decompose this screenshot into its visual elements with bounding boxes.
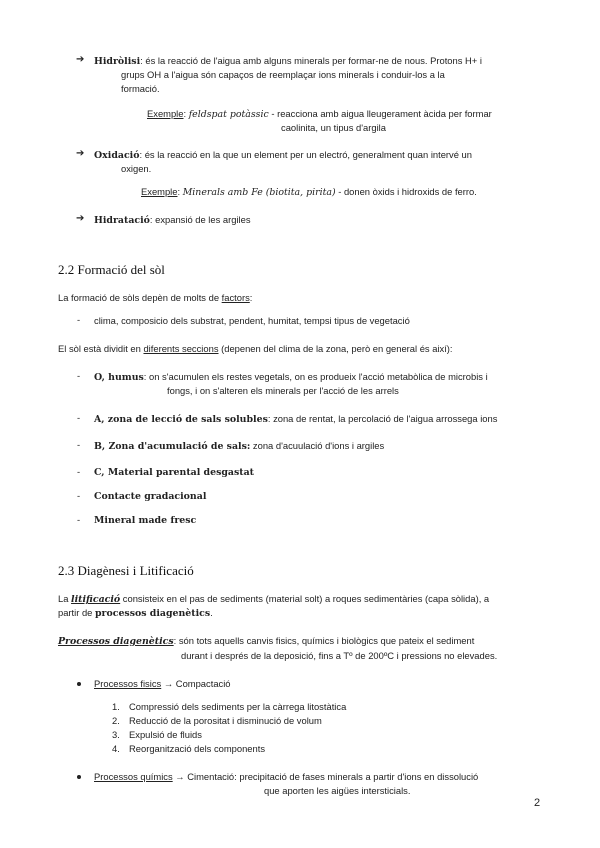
hidrolisi-line-1 — [94, 54, 482, 69]
horizon-o-term: O, humus — [94, 372, 144, 383]
factors-link: factors — [221, 292, 250, 303]
arrow-right-icon: ➔ — [76, 148, 85, 159]
horizon-o — [94, 370, 488, 385]
horizon-c: C, Material parental desgastat — [94, 467, 254, 478]
bullet-icon — [77, 682, 81, 686]
dash-icon: - — [77, 314, 81, 325]
page-number: 2 — [534, 797, 541, 809]
fisics-list-item-text: Compressió dels sediments per la càrrega litostàtica — [129, 701, 347, 712]
intro-text: La formació de sòls depèn de molts de — [58, 292, 222, 303]
processos-diagenetics-heading: Processos diagenètics — [58, 636, 174, 647]
processos-diagenetics-line-1 — [58, 634, 474, 649]
oxidacio-term: Oxidació — [94, 150, 140, 161]
factors-item: clima, composicio dels substrat, pendent, humitat, tempsi tipus de vegetació — [94, 315, 410, 326]
intro-text: La — [58, 593, 72, 604]
processos-quimics-line-2: que aporten les aigües intersticials. — [264, 785, 411, 796]
fisics-list-item: 4. — [112, 743, 120, 754]
hidrolisi-example: Exemple: feldspat potàssic - reacciona amb aigua lleugerament àcida per formar — [147, 108, 492, 120]
hidrolisi-line-2: grups OH a l'aigua són capaços de reemplaçar ions minerals i conduir-los a la — [121, 69, 445, 80]
litificacio-term: litificació — [71, 594, 121, 605]
sections-link: diferents seccions — [143, 343, 219, 354]
intro-text-cont: consisteix en el pas de sediments (material solt) a roques sedimentàries (capa sòlida), a — [120, 593, 490, 604]
hidratacio-line — [94, 213, 251, 228]
fisics-list-item-text: Reorganització dels components — [129, 743, 266, 754]
processos-fisics-text: → Compactació — [161, 678, 231, 689]
example-term: Minerals amb Fe (biotita, pirita) — [182, 187, 336, 198]
fresh-mineral: Mineral made fresc — [94, 515, 197, 526]
section-2-2-title: 2.2 Formació del sòl — [58, 262, 165, 277]
fisics-list-item: 2. — [112, 715, 120, 726]
horizon-b — [94, 439, 384, 454]
fisics-list-item-text: Reducció de la porositat i disminució de volum — [129, 715, 322, 726]
processos-diagenetics-term: processos diagenètics — [95, 608, 211, 619]
horizon-a-term: A, zona de lecció de sals solubles — [94, 414, 268, 425]
section-2-3-title: 2.3 Diagènesi i Litificació — [58, 563, 194, 578]
example-text: - reacciona amb aigua lleugerament àcida per formar — [268, 108, 492, 119]
intro-text-end: . — [210, 607, 213, 618]
hidratacio-term: Hidratació — [94, 215, 150, 226]
dash-icon: - — [77, 412, 81, 423]
oxidacio-example: Exemple: Minerals amb Fe (biotita, pirita) - donen òxids i hidroxids de ferro. — [141, 186, 477, 198]
dash-icon: - — [77, 466, 81, 477]
horizon-o-line-2: fongs, i on s'alteren els minerals per l'acció de les arrels — [167, 385, 399, 396]
dash-icon: - — [77, 514, 81, 525]
processos-diagenetics-line-2: durant i després de la deposició, fins a Tº de 200ºC i pressions no elevades. — [181, 650, 498, 661]
oxidacio-text-1: : és la reacció en la que un element per un electró, generalment quan intervé un — [139, 149, 472, 160]
horizon-a-text: : zona de rentat, la percolació de l'aigua arrossega ions — [267, 413, 498, 424]
fisics-list-item: 1. — [112, 701, 120, 712]
processos-fisics — [94, 677, 231, 691]
fisics-list-item-text: Expulsió de fluids — [129, 729, 202, 740]
horizon-a — [94, 412, 497, 427]
intro-text-end: : — [249, 292, 253, 303]
example-label: Exemple — [141, 186, 178, 197]
section-2-3-intro-line-2 — [58, 606, 213, 621]
processos-quimics-link: Processos químics — [94, 771, 173, 782]
dash-icon: - — [77, 490, 81, 501]
processos-quimics — [94, 770, 478, 784]
hidratacio-text: : expansió de les argiles — [149, 214, 251, 225]
hidrolisi-line-3: formació. — [121, 83, 160, 94]
arrow-right-icon: ➔ — [76, 213, 85, 224]
oxidacio-line-1 — [94, 148, 472, 163]
example-text: - donen òxids i hidroxids de ferro. — [335, 186, 477, 197]
horizon-o-text: : on s'acumulen els restes vegetals, on es produeix l'acció metabòlica de microbis i — [143, 371, 488, 382]
dash-icon: - — [77, 439, 81, 450]
divided-text: El sòl està dividit en — [58, 343, 144, 354]
bullet-icon — [77, 775, 81, 779]
hidrolisi-text-1: : és la reacció de l'aigua amb alguns minerals per formar-ne de nous. Protons H+ i — [140, 55, 482, 66]
hidrolisi-term: Hidròlisi — [94, 56, 141, 67]
example-term: feldspat potàssic — [188, 109, 269, 120]
example-label: Exemple — [147, 108, 184, 119]
section-2-2-intro — [58, 291, 252, 305]
section-2-2-divided — [58, 342, 453, 356]
processos-fisics-link: Processos fisics — [94, 678, 162, 689]
processos-text: : són tots aquells canvis fisics, químics i biològics que pateix el sediment — [173, 635, 475, 646]
intro-text-2: partir de — [58, 607, 95, 618]
fisics-list-item: 3. — [112, 729, 120, 740]
horizon-b-text: zona d'acuulació d'ions i argiles — [250, 440, 385, 451]
oxidacio-line-2: oxigen. — [121, 163, 152, 174]
dash-icon: - — [77, 370, 81, 381]
arrow-right-icon: ➔ — [76, 54, 85, 65]
divided-text-end: (depenen del clima de la zona, però en general és així): — [218, 343, 453, 354]
hidrolisi-example-line-2: caolinita, un tipus d'argila — [281, 122, 386, 133]
horizon-b-term: B, Zona d'acumulació de sals: — [94, 441, 251, 452]
processos-quimics-text: → Cimentació: precipitació de fases minerals a partir d'ions en dissolució — [172, 771, 479, 782]
contact-gradational: Contacte gradacional — [94, 491, 207, 502]
section-2-3-intro-line-1 — [58, 592, 489, 607]
